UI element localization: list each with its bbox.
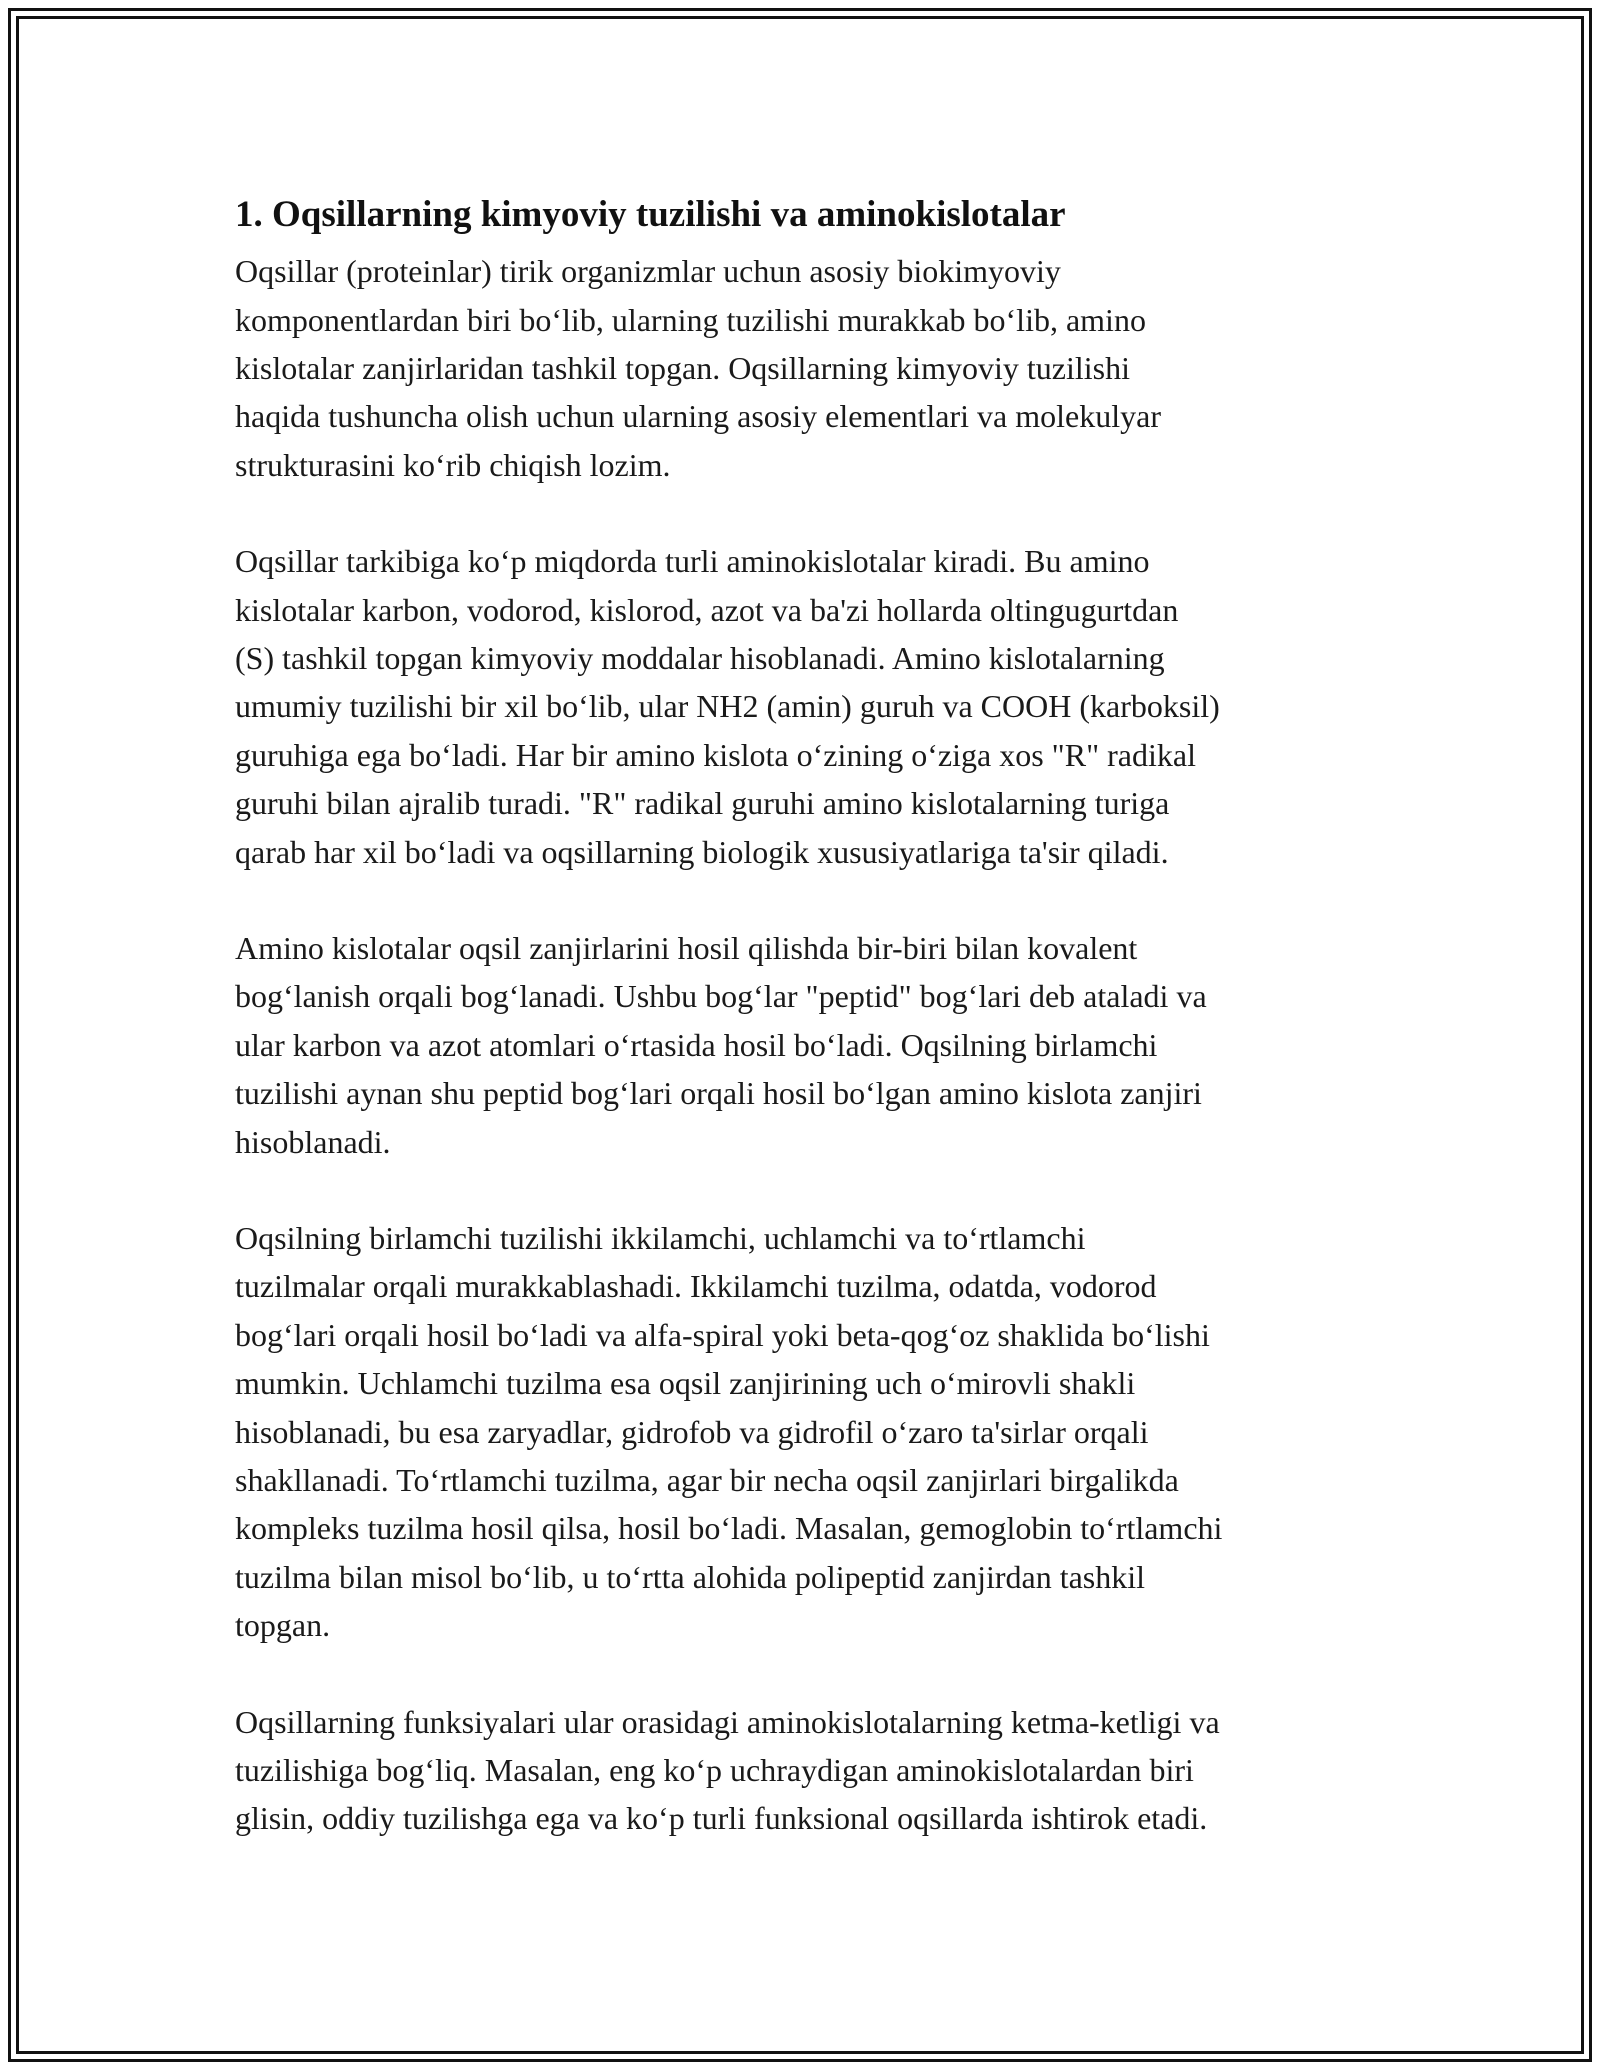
text-line: kislotalar karbon, vodorod, kislorod, azot va ba'zi hollarda oltingugurtdan [235,591,1179,628]
text-line: tuzilma bilan misol bo‘lib, u to‘rtta alohida polipeptid zanjirdan tashkil [235,1558,1146,1595]
text-line: Oqsillar tarkibiga ko‘p miqdorda turli aminokislotalar kiradi. Bu amino [235,543,1150,580]
text-line: hisoblanadi, bu esa zaryadlar, gidrofob va gidrofil o‘zaro ta'sirlar orqali [235,1413,1149,1450]
text-line: komponentlardan biri bo‘lib, ularning tuzilishi murakkab bo‘lib, amino [235,301,1146,338]
text-line: kislotalar zanjirlaridan tashkil topgan. Oqsillarning kimyoviy tuzilishi [235,349,1130,386]
text-line: tuzilmalar orqali murakkablashadi. Ikkilamchi tuzilma, odatda, vodorod [235,1268,1157,1305]
paragraph-4 [235,1214,1375,1650]
text-line: (S) tashkil topgan kimyoviy moddalar hisoblanadi. Amino kislotalarning [235,639,1165,676]
text-line: topgan. [235,1607,331,1644]
text-line: guruhiga ega bo‘ladi. Har bir amino kislota o‘zining o‘ziga xos "R" radikal [235,736,1196,773]
text-line: Oqsillar (proteinlar) tirik organizmlar uchun asosiy biokimyoviy [235,253,1061,290]
text-line: haqida tushuncha olish uchun ularning asosiy elementlari va molekulyar [235,398,1161,435]
text-line: qarab har xil bo‘ladi va oqsillarning biologik xususiyatlariga ta'sir qiladi. [235,833,1169,870]
text-line: kompleks tuzilma hosil qilsa, hosil bo‘ladi. Masalan, gemoglobin to‘rtlamchi [235,1510,1223,1547]
paragraph-1 [235,247,1375,489]
text-line: tuzilishiga bog‘liq. Masalan, eng ko‘p uchraydigan aminokislotalardan biri [235,1752,1194,1789]
text-line: ular karbon va azot atomlari o‘rtasida hosil bo‘ladi. Oqsilning birlamchi [235,1026,1158,1063]
text-line: umumiy tuzilishi bir xil bo‘lib, ular NH2 (amin) guruh va COOH (karboksil) [235,688,1220,725]
paragraph-3 [235,924,1375,1166]
text-line: bog‘lari orqali hosil bo‘ladi va alfa-spiral yoki beta-qog‘oz shaklida bo‘lishi [235,1316,1210,1353]
document-body [235,183,1375,1891]
text-line: Amino kislotalar oqsil zanjirlarini hosil qilishda bir-biri bilan kovalent [235,929,1138,966]
paragraph-2 [235,537,1375,876]
section-heading: 1. Oqsillarning kimyoviy tuzilishi va aminokislotalar [235,194,1066,235]
text-line: strukturasini ko‘rib chiqish lozim. [235,446,671,483]
paragraph-5 [235,1698,1375,1843]
text-line: guruhi bilan ajralib turadi. "R" radikal guruhi amino kislotalarning turiga [235,785,1170,822]
text-line: glisin, oddiy tuzilishga ega va ko‘p turli funksional oqsillarda ishtirok etadi. [235,1800,1208,1837]
text-line: hisoblanadi. [235,1123,391,1160]
text-line: Oqsilning birlamchi tuzilishi ikkilamchi, uchlamchi va to‘rtlamchi [235,1220,1086,1256]
text-line: tuzilishi aynan shu peptid bog‘lari orqali hosil bo‘lgan amino kislota zanjiri [235,1075,1202,1112]
text-line: Oqsillarning funksiyalari ular orasidagi aminokislotalarning ketma-ketligi va [235,1703,1220,1740]
text-line: mumkin. Uchlamchi tuzilma esa oqsil zanjirining uch o‘mirovli shakli [235,1365,1136,1402]
text-line: bog‘lanish orqali bog‘lanadi. Ushbu bog‘lar "peptid" bog‘lari deb ataladi va [235,978,1207,1015]
text-line: shakllanadi. To‘rtlamchi tuzilma, agar bir necha oqsil zanjirlari birgalikda [235,1462,1179,1499]
